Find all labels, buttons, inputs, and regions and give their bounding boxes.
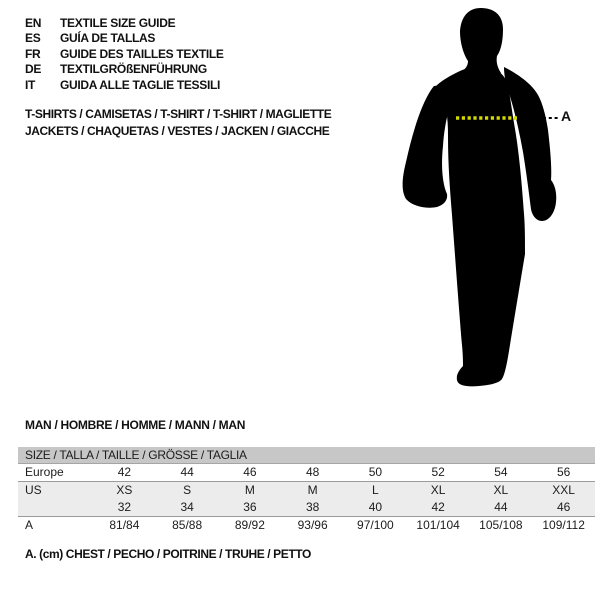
size-cell: 81/84	[109, 518, 140, 532]
table-row	[18, 481, 595, 499]
size-table	[18, 447, 595, 534]
size-cell: XL	[493, 483, 509, 497]
language-code: FR	[25, 46, 41, 61]
size-cell: 48	[305, 465, 320, 479]
language-title: GUÍA DE TALLAS	[60, 31, 156, 46]
language-list	[25, 15, 224, 93]
size-cell: 105/108	[479, 518, 523, 532]
size-cell: 46	[243, 465, 257, 479]
row-label	[18, 499, 93, 516]
size-cell: 85/88	[172, 518, 203, 532]
category-tshirts: T-SHIRTS / CAMISETAS / T-SHIRT / T-SHIRT / MAGLIETTE	[25, 107, 332, 121]
silhouette-left-arm	[403, 86, 453, 208]
size-cell: 38	[305, 500, 320, 514]
language-row	[25, 62, 224, 78]
size-cell: 101/104	[416, 518, 460, 532]
size-cell: XS	[116, 483, 133, 497]
size-cell: 93/96	[297, 518, 328, 532]
category-jackets: JACKETS / CHAQUETAS / VESTES / JACKEN / GIACCHE	[25, 123, 330, 138]
size-cell: M	[244, 483, 255, 497]
silhouette-head	[459, 8, 503, 73]
size-cell: 44	[494, 500, 508, 514]
row-label: US	[25, 483, 42, 497]
size-table-rows	[18, 464, 595, 534]
size-cell: S	[183, 483, 192, 497]
language-code: IT	[25, 77, 36, 92]
language-title: GUIDE DES TAILLES TEXTILE	[60, 46, 224, 61]
language-code: EN	[25, 15, 42, 30]
table-row	[18, 516, 595, 534]
size-cell: 109/112	[542, 518, 585, 532]
language-title: GUIDA ALLE TAGLIE TESSILI	[60, 77, 221, 92]
size-cell: 32	[117, 500, 132, 514]
language-row	[25, 46, 224, 62]
row-label: Europe	[25, 465, 64, 479]
language-row	[25, 77, 224, 93]
size-cell: 54	[494, 465, 508, 479]
man-silhouette-figure	[395, 0, 600, 400]
language-title: TEXTILGRÖßENFÜHRUNG	[60, 62, 207, 77]
size-table-header: SIZE / TALLA / TAILLE / GRÖSSE / TAGLIA	[18, 447, 595, 464]
language-code: DE	[25, 62, 42, 77]
row-label: A	[25, 518, 34, 532]
size-cell: 46	[556, 500, 571, 514]
measure-label-a: A	[561, 108, 571, 124]
language-title: TEXTILE SIZE GUIDE	[60, 15, 176, 30]
section-title-man: MAN / HOMBRE / HOMME / MANN / MAN	[25, 418, 246, 432]
size-cell: 36	[243, 500, 257, 514]
size-cell: 42	[117, 465, 132, 479]
size-cell: 89/92	[234, 518, 265, 532]
size-cell: 50	[368, 465, 383, 479]
table-row	[18, 464, 595, 481]
size-cell: 34	[180, 500, 194, 514]
table-row	[18, 499, 595, 516]
size-cell: XXL	[552, 483, 575, 497]
size-cell: 42	[431, 500, 445, 514]
garment-categories	[25, 106, 331, 139]
size-cell: 97/100	[357, 518, 394, 532]
measure-footnote: A. (cm) CHEST / PECHO / POITRINE / TRUHE / PETTO	[25, 547, 311, 561]
size-cell: L	[372, 483, 379, 497]
language-code: ES	[25, 31, 41, 46]
size-cell: 44	[180, 465, 194, 479]
language-row	[25, 31, 224, 47]
size-cell: 40	[368, 500, 383, 514]
size-cell: M	[307, 483, 318, 497]
size-cell: 52	[431, 465, 445, 479]
size-cell: 56	[556, 465, 571, 479]
size-cell: XL	[430, 483, 446, 497]
language-row	[25, 15, 224, 31]
